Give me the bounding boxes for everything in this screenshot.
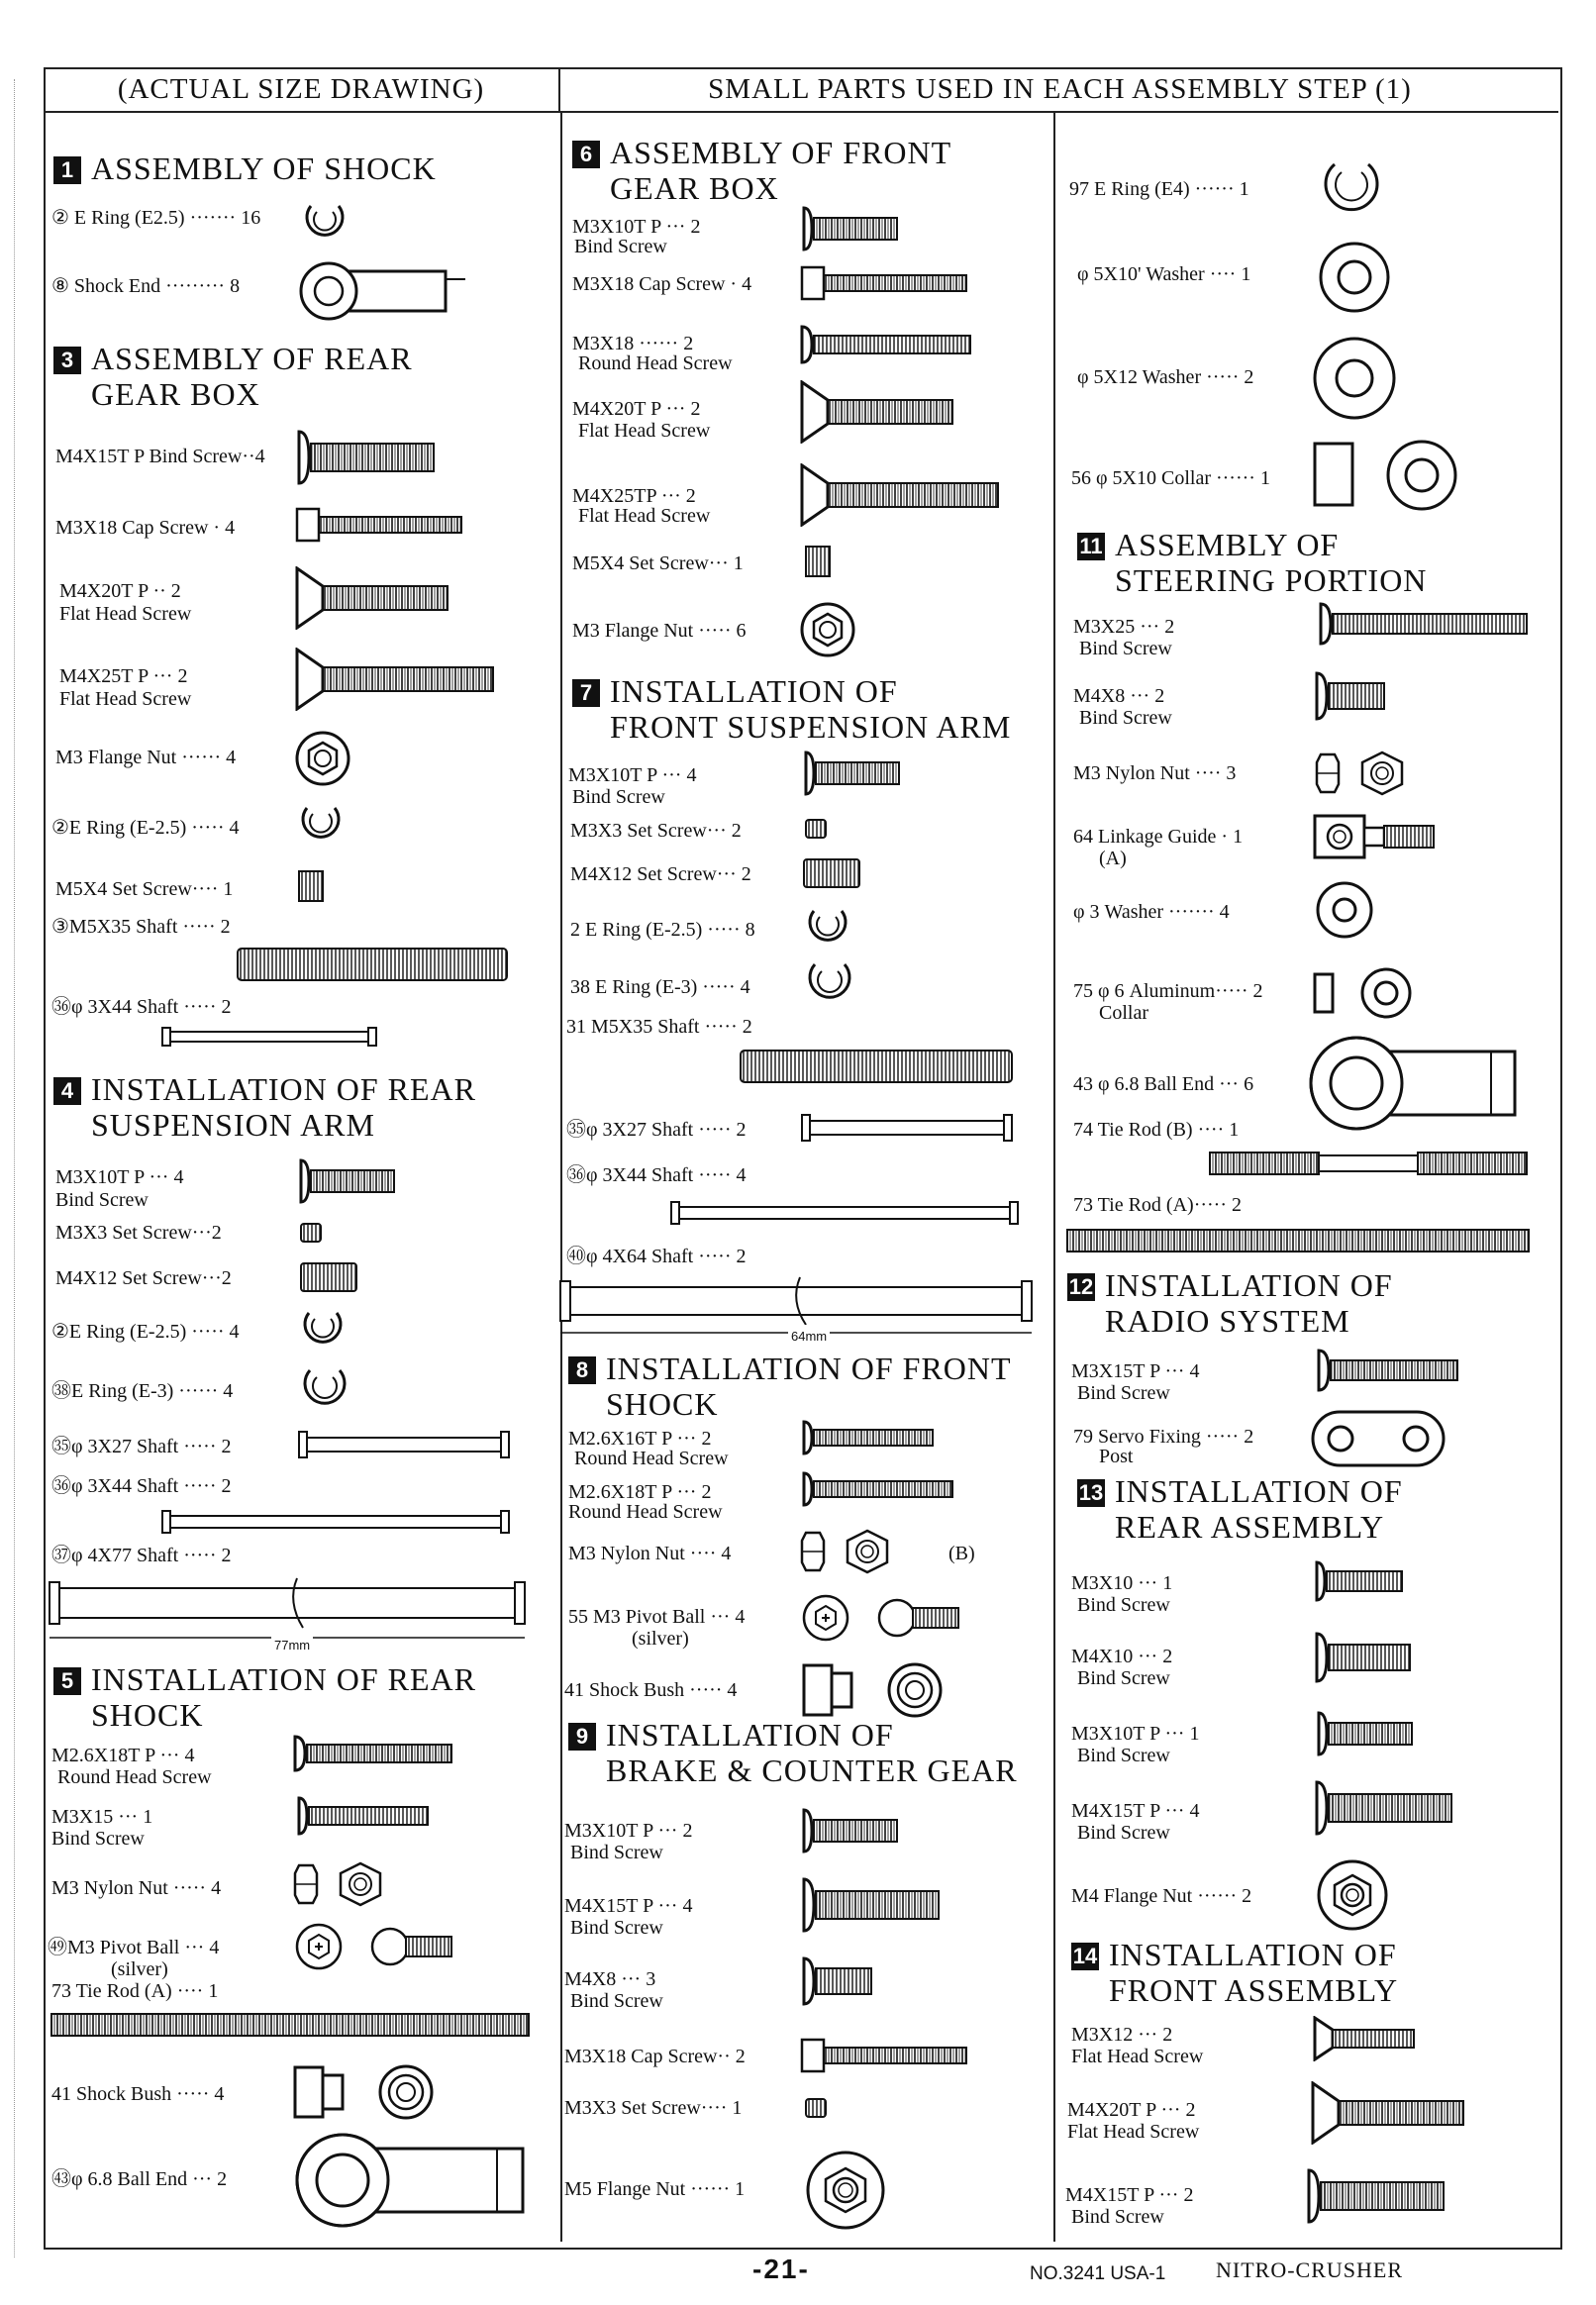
part-label-round-head: Round Head Screw: [574, 1448, 729, 1469]
part-m5x4-set-screw: M5X4 Set Screw··· 1: [572, 552, 744, 574]
part-ball-end: 43 φ 6.8 Ball End ··· 6: [1073, 1073, 1254, 1095]
part-m3x10-bind-screw: M3X10T P ··· 4: [568, 764, 697, 786]
cap-screw-icon: [800, 265, 970, 301]
part-label-a: (A): [1099, 848, 1127, 869]
part-label-bind-screw: Bind Screw: [572, 786, 665, 808]
shaft-icon: [236, 946, 513, 983]
section-number: 12: [1068, 1274, 1094, 1299]
part-label-bind-screw: Bind Screw: [51, 1828, 145, 1850]
cap-screw-icon: [800, 2038, 970, 2073]
bind-screw-icon: [800, 1954, 879, 2008]
part-m4x8-bind-screw: M4X8 ··· 2: [1073, 685, 1165, 707]
flat-head-screw-icon: [798, 463, 1006, 527]
part-3x44-shaft: ㊱φ 3X44 Shaft ····· 4: [566, 1164, 747, 1186]
shaft-icon: [800, 1111, 1018, 1145]
part-m3x10-bind-screw: M3X10 ··· 1: [1071, 1572, 1173, 1594]
part-label-bind-screw: Bind Screw: [574, 236, 667, 257]
part-m4-flange-nut: M4 Flange Nut ······ 2: [1071, 1885, 1252, 1907]
part-label-bind-screw: Bind Screw: [1077, 1594, 1170, 1616]
part-m4x20-flat-screw: M4X20T P ··· 2: [572, 398, 701, 420]
washer-icon: [1315, 240, 1394, 315]
ball-end-icon: [1307, 1032, 1525, 1135]
round-head-screw-icon: [800, 1469, 958, 1509]
column-divider-2: [1053, 113, 1055, 2242]
pivot-ball-icon: [800, 1588, 968, 1650]
bind-screw-icon: [1313, 1778, 1461, 1838]
section-number: 11: [1077, 533, 1105, 560]
section-title-2: GEAR BOX: [610, 170, 779, 206]
product-name: NITRO-CRUSHER: [1216, 2257, 1404, 2282]
part-tie-rod-a: 73 Tie Rod (A) ···· 1: [51, 1980, 219, 2002]
header-right-title: SMALL PARTS USED IN EACH ASSEMBLY STEP (1): [708, 73, 1412, 105]
part-servo-fixing-post: 79 Servo Fixing ····· 2: [1073, 1426, 1254, 1448]
part-m3x18-cap-screw: M3X18 Cap Screw · 4: [55, 517, 236, 539]
section-title: INSTALLATION OF: [1109, 1937, 1397, 1972]
part-m2.6x16-round-screw: M2.6X16T P ··· 2: [568, 1428, 712, 1450]
part-linkage-guide: 64 Linkage Guide · 1: [1073, 826, 1244, 848]
part-label-bind-screw: Bind Screw: [1079, 638, 1172, 659]
section-title: INSTALLATION OF FRONT: [606, 1351, 1012, 1386]
section-title: INSTALLATION OF REAR: [91, 1661, 476, 1697]
part-e-ring: ②E Ring (E-2.5) ····· 4: [51, 817, 240, 839]
section-title: INSTALLATION OF: [1115, 1473, 1403, 1509]
part-e-ring-e3: 38 E Ring (E-3) ····· 4: [570, 976, 750, 998]
flat-head-screw-icon: [293, 566, 461, 630]
part-m3x10-bind-screw: M3X10T P ··· 1: [1071, 1723, 1200, 1745]
e-ring-icon: [1317, 154, 1386, 218]
column-divider-1: [560, 113, 562, 2242]
part-m3-pivot-ball: 55 M3 Pivot Ball ··· 4: [568, 1606, 746, 1628]
part-m4x8-bind-screw: M4X8 ··· 3: [564, 1968, 656, 1990]
section-title-2: SHOCK: [91, 1697, 204, 1733]
ball-end-icon: [293, 2129, 531, 2232]
round-head-screw-icon: [798, 323, 976, 366]
part-m3x10-bind-screw: M3X10T P ··· 2: [564, 1820, 693, 1842]
part-m5x4-set-screw: M5X4 Set Screw···· 1: [55, 878, 234, 900]
section-title: INSTALLATION OF REAR: [91, 1071, 476, 1107]
set-screw-icon: [804, 2097, 828, 2119]
cap-screw-icon: [295, 507, 465, 543]
part-label-collar: Collar: [1099, 1002, 1148, 1024]
part-4x77-shaft: ㊲φ 4X77 Shaft ····· 2: [51, 1545, 232, 1566]
section-title: INSTALLATION OF: [610, 673, 898, 709]
part-m3x10-bind-screw: M3X10T P ··· 2: [572, 216, 701, 238]
section-title-2: BRAKE & COUNTER GEAR: [606, 1753, 1018, 1788]
part-3x27-shaft: ㉟φ 3X27 Shaft ····· 2: [51, 1436, 232, 1457]
part-tie-rod-b: 74 Tie Rod (B) ···· 1: [1073, 1119, 1240, 1141]
e-ring-icon: [800, 903, 855, 951]
bind-screw-icon: [1315, 1347, 1463, 1394]
round-head-screw-icon: [800, 1418, 939, 1457]
bind-screw-icon: [800, 1875, 948, 1935]
part-label-post: Post: [1099, 1446, 1134, 1467]
part-m4x20-flat-screw: M4X20T P ··· 2: [1067, 2099, 1196, 2121]
bind-screw-icon: [1317, 600, 1533, 648]
section-title-2: SHOCK: [606, 1386, 719, 1422]
part-m3x3-set-screw: M3X3 Set Screw··· 2: [570, 820, 742, 842]
washer-icon: [1313, 879, 1376, 941]
part-m3x3-set-screw: M3X3 Set Screw···2: [55, 1222, 222, 1244]
part-3x27-shaft: ㉟φ 3X27 Shaft ····· 2: [566, 1119, 747, 1141]
bind-screw-icon: [1315, 1709, 1418, 1758]
section-title-2: GEAR BOX: [91, 376, 260, 412]
part-label-flat-head: Flat Head Screw: [59, 688, 192, 710]
section-title: ASSEMBLY OF REAR: [91, 341, 413, 376]
part-m3-nylon-nut: M3 Nylon Nut ···· 3: [1073, 762, 1237, 784]
flat-head-screw-icon: [1309, 2081, 1477, 2145]
part-label-round-head: Round Head Screw: [568, 1501, 723, 1523]
part-m5x35-shaft: ③M5X35 Shaft ····· 2: [51, 916, 231, 938]
section-number: 3: [53, 347, 81, 374]
part-m3x15-bind-screw: M3X15T P ··· 4: [1071, 1360, 1200, 1382]
section-number: 9: [568, 1723, 596, 1751]
section-number: 6: [572, 141, 600, 168]
dimension-77mm: 77mm: [271, 1634, 313, 1656]
e-ring-icon: [293, 800, 349, 848]
flange-nut-icon: [293, 731, 352, 786]
part-m4x25-flat-screw: M4X25T P ··· 2: [59, 665, 188, 687]
part-5x12-washer: φ 5X12 Washer ····· 2: [1077, 366, 1254, 388]
section-title: ASSEMBLY OF SHOCK: [91, 150, 437, 186]
part-5x10-washer: φ 5X10' Washer ···· 1: [1077, 263, 1251, 285]
part-m4x10-bind-screw: M4X10 ··· 2: [1071, 1646, 1173, 1667]
part-m4x12-set-screw: M4X12 Set Screw···2: [55, 1267, 232, 1289]
tie-rod-icon: [50, 2010, 535, 2040]
left-margin-guide: [14, 79, 16, 2257]
nylon-nut-icon: [800, 1525, 899, 1578]
section-title: ASSEMBLY OF FRONT: [610, 135, 952, 170]
header-left-title: (ACTUAL SIZE DRAWING): [117, 73, 485, 105]
flange-nut-icon: [1313, 1857, 1392, 1933]
part-m4x15-bind-screw: M4X15T P ··· 4: [1071, 1800, 1200, 1822]
bind-screw-icon: [297, 1156, 400, 1206]
part-label-bind-screw: Bind Screw: [1071, 2206, 1164, 2228]
part-label-flat-head: Flat Head Screw: [59, 603, 192, 625]
flat-head-screw-icon: [293, 648, 501, 711]
part-3-washer: φ 3 Washer ······· 4: [1073, 901, 1230, 923]
set-screw-icon: [802, 857, 863, 889]
document-code: NO.3241 USA-1: [1030, 2263, 1166, 2284]
e-ring-icon: [295, 1305, 350, 1353]
part-m5-flange-nut: M5 Flange Nut ······ 1: [564, 2178, 746, 2200]
part-m5x35-shaft: 31 M5X35 Shaft ····· 2: [566, 1016, 752, 1038]
section-number: 14: [1072, 1944, 1098, 1968]
bind-screw-icon: [295, 1794, 434, 1838]
part-label-bind-screw: Bind Screw: [55, 1189, 149, 1211]
part-label-flat-head: Flat Head Screw: [578, 420, 711, 442]
part-label-silver: (silver): [632, 1628, 689, 1650]
part-shock-bush: 41 Shock Bush ····· 4: [51, 2083, 225, 2105]
section-title: INSTALLATION OF: [606, 1717, 894, 1753]
shaft-icon: [158, 1024, 386, 1050]
part-label-b: (B): [948, 1543, 975, 1564]
page-header: [44, 67, 1558, 113]
nylon-nut-icon: [293, 1857, 392, 1911]
flat-head-screw-icon: [1311, 2016, 1420, 2061]
part-3x44-shaft: ㊱φ 3X44 Shaft ····· 2: [51, 1475, 232, 1497]
bind-screw-icon: [1313, 669, 1392, 723]
part-m3x18-cap-screw: M3X18 Cap Screw · 4: [572, 273, 752, 295]
round-head-screw-icon: [291, 1733, 459, 1774]
part-m3-nylon-nut: M3 Nylon Nut ···· 4: [568, 1543, 732, 1564]
shaft-icon: [297, 1428, 515, 1461]
bind-screw-icon: [800, 1806, 903, 1855]
flange-nut-icon: [802, 2149, 891, 2232]
set-screw-icon: [299, 1261, 360, 1293]
part-e-ring: ② E Ring (E2.5) ······· 16: [51, 207, 261, 229]
bind-screw-icon: [800, 204, 903, 253]
flat-head-screw-icon: [798, 380, 966, 444]
part-4x64-shaft: ㊵φ 4X64 Shaft ····· 2: [566, 1246, 747, 1267]
page-number: -21-: [752, 2254, 810, 2284]
dimension-64mm: 64mm: [788, 1325, 830, 1348]
set-screw-icon: [804, 545, 832, 578]
section-title-2: STEERING PORTION: [1115, 562, 1428, 598]
part-m3x12-flat-screw: M3X12 ··· 2: [1071, 2024, 1173, 2046]
shock-bush-icon: [291, 2059, 440, 2125]
part-e-ring: 2 E Ring (E-2.5) ····· 8: [570, 919, 755, 941]
part-label-bind-screw: Bind Screw: [570, 1990, 663, 2012]
part-5x10-collar: 56 φ 5X10 Collar ······ 1: [1071, 467, 1270, 489]
part-m3-flange-nut: M3 Flange Nut ····· 6: [572, 620, 747, 642]
shaft-icon: [667, 1198, 1026, 1228]
part-m4x20-flat-screw: M4X20T P ·· 2: [59, 580, 181, 602]
part-m3x18-round-screw: M3X18 ······ 2: [572, 333, 694, 354]
section-number: 7: [572, 679, 600, 707]
section-title-2: FRONT ASSEMBLY: [1109, 1972, 1399, 2008]
part-m4x12-set-screw: M4X12 Set Screw··· 2: [570, 863, 751, 885]
part-label-bind-screw: Bind Screw: [1077, 1822, 1170, 1844]
nylon-nut-icon: [1315, 747, 1414, 800]
section-title-2: REAR ASSEMBLY: [1115, 1509, 1385, 1545]
aluminum-collar-icon: [1309, 964, 1418, 1022]
section-title-2: RADIO SYSTEM: [1105, 1303, 1350, 1339]
section-title-2: FRONT SUSPENSION ARM: [610, 709, 1012, 745]
part-m3x25-bind-screw: M3X25 ··· 2: [1073, 616, 1175, 638]
shock-end-icon: [297, 259, 475, 323]
servo-post-icon: [1309, 1406, 1449, 1471]
bind-screw-icon: [1305, 2166, 1453, 2226]
part-label-bind-screw: Bind Screw: [570, 1842, 663, 1863]
part-m4x15-bind-screw: M4X15T P ··· 4: [564, 1895, 693, 1917]
part-label-round-head: Round Head Screw: [57, 1766, 212, 1788]
part-m3x18-cap-screw: M3X18 Cap Screw·· 2: [564, 2046, 746, 2067]
part-m3x3-set-screw: M3X3 Set Screw···· 1: [564, 2097, 743, 2119]
part-label-bind-screw: Bind Screw: [1077, 1667, 1170, 1689]
part-label-bind-screw: Bind Screw: [1077, 1745, 1170, 1766]
part-m2.6x18-round-screw: M2.6X18T P ··· 4: [51, 1745, 195, 1766]
part-label-silver: (silver): [111, 1958, 168, 1980]
part-tie-rod-a: 73 Tie Rod (A)····· 2: [1073, 1194, 1242, 1216]
shaft-icon: [739, 1048, 1018, 1085]
section-number: 4: [53, 1077, 81, 1105]
section-title-2: SUSPENSION ARM: [91, 1107, 375, 1143]
section-number: 1: [53, 156, 81, 184]
tie-rod-icon: [1065, 1226, 1535, 1255]
part-m4x25-flat-screw: M4X25TP ··· 2: [572, 485, 696, 507]
part-e-ring-e4: 97 E Ring (E4) ······ 1: [1069, 178, 1249, 200]
set-screw-icon: [804, 818, 828, 840]
part-label-round-head: Round Head Screw: [578, 352, 733, 374]
linkage-guide-icon: [1311, 810, 1440, 863]
part-m3-nylon-nut: M3 Nylon Nut ····· 4: [51, 1877, 222, 1899]
bind-screw-icon: [802, 749, 905, 798]
e-ring-icon: [297, 198, 352, 246]
part-label-flat-head: Flat Head Screw: [578, 505, 711, 527]
section-number: 8: [568, 1356, 596, 1384]
part-shock-bush: 41 Shock Bush ····· 4: [564, 1679, 738, 1701]
e-ring-icon: [800, 956, 859, 1008]
part-e-ring-e3: ㊳E Ring (E-3) ······ 4: [51, 1380, 234, 1402]
part-label-flat-head: Flat Head Screw: [1067, 2121, 1200, 2143]
set-screw-icon: [297, 869, 325, 903]
part-e-ring: ②E Ring (E-2.5) ····· 4: [51, 1321, 240, 1343]
part-3x44-shaft: ㊱φ 3X44 Shaft ····· 2: [51, 996, 232, 1018]
shaft-icon: [158, 1507, 517, 1537]
washer-icon: [1309, 335, 1400, 422]
bind-screw-icon: [1313, 1630, 1416, 1685]
section-title: INSTALLATION OF: [1105, 1267, 1393, 1303]
section-number: 13: [1078, 1480, 1104, 1505]
section-title: ASSEMBLY OF: [1115, 527, 1340, 562]
part-m4x15-bind-screw: M4X15T P ··· 2: [1065, 2184, 1194, 2206]
shock-bush-icon: [800, 1657, 948, 1723]
part-ball-end: ㊸φ 6.8 Ball End ··· 2: [51, 2168, 228, 2190]
part-label-bind-screw: Bind Screw: [1077, 1382, 1170, 1404]
e-ring-icon: [295, 1362, 354, 1414]
bind-screw-icon: [1313, 1558, 1408, 1604]
part-m3-pivot-ball: ㊾M3 Pivot Ball ··· 4: [48, 1937, 220, 1958]
pivot-ball-icon: [293, 1917, 461, 1978]
part-label-flat-head: Flat Head Screw: [1071, 2046, 1204, 2067]
part-label-bind-screw: Bind Screw: [1079, 707, 1172, 729]
header-divider: [558, 67, 560, 111]
part-m3x10-bind-screw: M3X10T P ··· 4: [55, 1166, 184, 1188]
part-6-aluminum-collar: 75 φ 6 Aluminum····· 2: [1073, 980, 1263, 1002]
collar-icon: [1311, 436, 1469, 515]
part-label-bind-screw: Bind Screw: [570, 1917, 663, 1939]
part-m4x15-bind-screw: M4X15T P Bind Screw··4: [55, 446, 265, 467]
part-m3x15-bind-screw: M3X15 ··· 1: [51, 1806, 153, 1828]
part-m2.6x18-round-screw: M2.6X18T P ··· 2: [568, 1481, 712, 1503]
set-screw-icon: [299, 1222, 323, 1244]
bind-screw-icon: [295, 428, 444, 487]
tie-rod-b-icon: [1208, 1149, 1533, 1178]
flange-nut-icon: [798, 602, 857, 657]
part-m3-flange-nut: M3 Flange Nut ······ 4: [55, 747, 237, 768]
section-number: 5: [53, 1667, 81, 1695]
part-shock-end: ⑧ Shock End ········· 8: [51, 275, 241, 297]
